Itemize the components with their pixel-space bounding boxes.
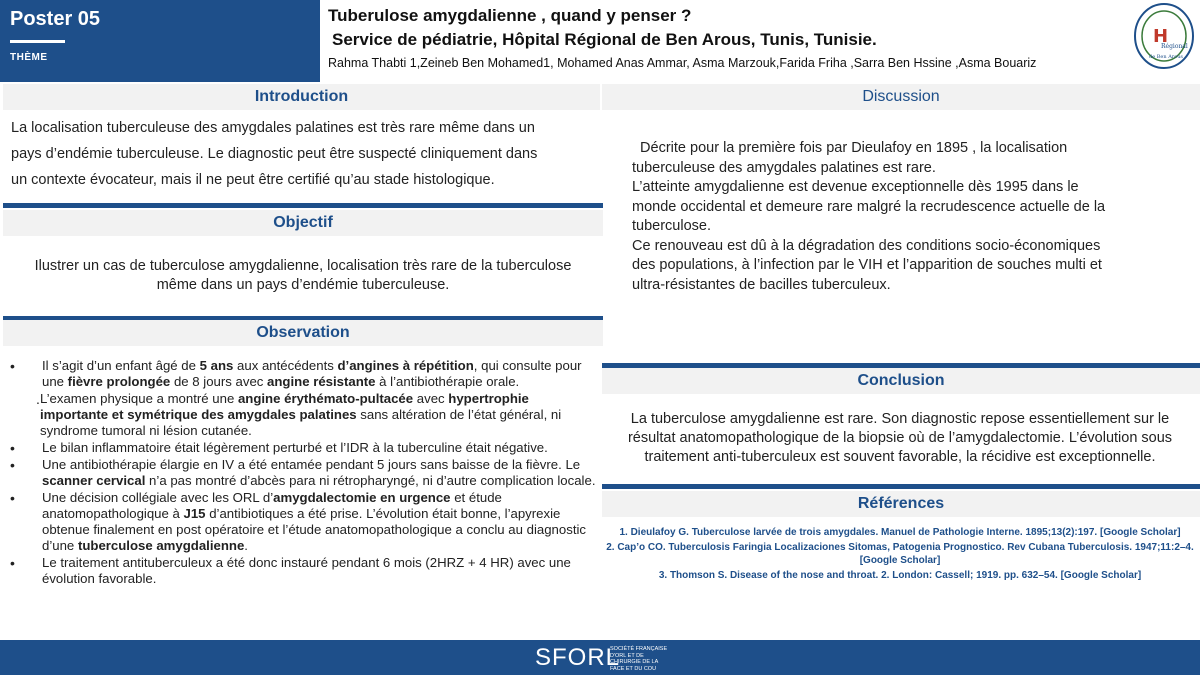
observation-item: • Une décision collégiale avec les ORL d’amygdalectomie en urgence et étude anatomopathologique à J15 d’antibiotiques a été prise. L’évolution était bonne, l’apyrexie obtenue finalement en post opératoire et l’étude anatomopathologique a conclu au diagnostic d’une tuberculose amygdalienne. <box>10 490 587 553</box>
conclusion-text: La tuberculose amygdalienne est rare. Son diagnostic repose essentiellement sur le résultat anatomopathologique de la biopsie où de l’amygdalectomie. L’évolution sous traitement anti-tuberculeux est souvent favorable, la récidive est exceptionnelle. <box>627 411 1173 465</box>
objectif-bar <box>3 203 603 208</box>
reference-item: 1. Dieulafoy G. Tuberculose larvée de trois amygdales. Manuel de Pathologie Interne. 1895;13(2):197. [Google Scholar] <box>619 527 1181 538</box>
sforl-subtitle: SOCIÉTÉ FRANÇAISE D'ORL ET DE CHIRURGIE DE LA FACE ET DU COU <box>610 646 668 672</box>
introduction-text: La localisation tuberculeuse des amygdales palatines est très rare même dans un pays d’endémie tuberculeuse. Le diagnostic peut être suspecté cliniquement dans un contexte évocateur, mais il ne peut être certifié qu’au stade histologique. <box>11 120 538 188</box>
objectif-text: Ilustrer un cas de tuberculose amygdalienne, localisation très rare de la tuberculose même dans un pays d’endémie tuberculeuse. <box>34 258 572 293</box>
bullet-marker: • <box>10 490 15 506</box>
conclusion-heading: Conclusion <box>602 368 1200 394</box>
observation-item: • Il s’agit d’un enfant âgé de 5 ans aux antécédents d’angines à répétition, qui consulte pour une fièvre prolongée de 8 jours avec angine résistante à l’antibiothérapie orale. <box>10 358 582 389</box>
introduction-heading: Introduction <box>3 84 600 110</box>
svg-text:H: H <box>1153 26 1169 47</box>
bullet-marker: • <box>10 457 15 473</box>
objectif-heading: Objectif <box>3 210 603 236</box>
references-list <box>602 526 1198 584</box>
observation-item: • Le bilan inflammatoire était légèrement perturbé et l’IDR à la tuberculine était négative. <box>10 440 548 456</box>
reference-item: 2. Cap’o CO. Tuberculosis Faringia Localizaciones Sitomas, Patogenia Prognostico. Rev Cubana Tuberculosis. 1947;11:2–4. [Google Scholar] <box>606 542 1194 566</box>
hospital-logo <box>1133 2 1195 70</box>
observation-item: • Le traitement antituberculeux a été donc instauré pendant 6 mois (2HRZ + 4 HR) avec une évolution favorable. <box>10 555 571 586</box>
discussion-text: Décrite pour la première fois par Dieulafoy en 1895 , la localisation tuberculeuse des amygdales palatines est rare. L’atteinte amygdalienne est devenue exceptionnelle dès 1995 dans le monde occidental et demeure rare malgré la recrudescence actuelle de la tuberculose. Ce renouveau est dû à la dégradation des conditions socio-économiques des populations, à l’infection par le VIH et l’apparition de souches multi et ultra-résistantes de bacilles tuberculeux. <box>632 140 1106 293</box>
observation-list <box>10 358 600 588</box>
header-divider <box>10 40 65 43</box>
discussion-heading: Discussion <box>602 84 1200 110</box>
theme-label: THÈME <box>10 52 48 63</box>
bullet-marker: . <box>36 391 40 407</box>
authors-line: Rahma Thabti 1,Zeineb Ben Mohamed1, Mohamed Anas Ammar, Asma Marzouk,Farida Friha ,Sarra Ben Hssine ,Asma Bouariz <box>328 56 1037 70</box>
bullet-marker: • <box>10 555 15 571</box>
observation-item: • Une antibiothérapie élargie en IV a été entamée pendant 5 jours sans baisse de la fièvre. Le scanner cervical n’a pas montré d’abcès para ni rétropharyngé, ni d’autre complication locale. <box>10 457 596 488</box>
observation-item: . L’examen physique a montré une angine érythémato-pultacée avec hypertrophie importante et symétrique des amygdales palatines sans altération de l’état général, ni syndrome tumoral ni lésion cutanée. <box>36 391 562 438</box>
observation-heading: Observation <box>3 320 603 346</box>
bullet-marker: • <box>10 358 15 374</box>
reference-item: 3. Thomson S. Disease of the nose and throat. 2. London: Cassell; 1919. pp. 632–54. [Google Scholar] <box>658 570 1142 581</box>
svg-text:Régional: Régional <box>1161 43 1188 50</box>
footer-bar <box>0 640 1200 675</box>
references-bar <box>602 484 1200 489</box>
poster-number: Poster 05 <box>10 8 101 30</box>
poster-title: Tuberulose amygdalienne , quand y penser ? <box>328 6 692 25</box>
sforl-logo: SFORL <box>535 644 621 671</box>
poster-affiliation: Service de pédiatrie, Hôpital Régional de Ben Arous, Tunis, Tunisie. <box>332 30 877 49</box>
bullet-marker: • <box>10 440 15 456</box>
references-heading: Références <box>602 491 1200 517</box>
header-banner <box>0 0 320 82</box>
svg-text:de Ben Arous: de Ben Arous <box>1149 54 1183 60</box>
